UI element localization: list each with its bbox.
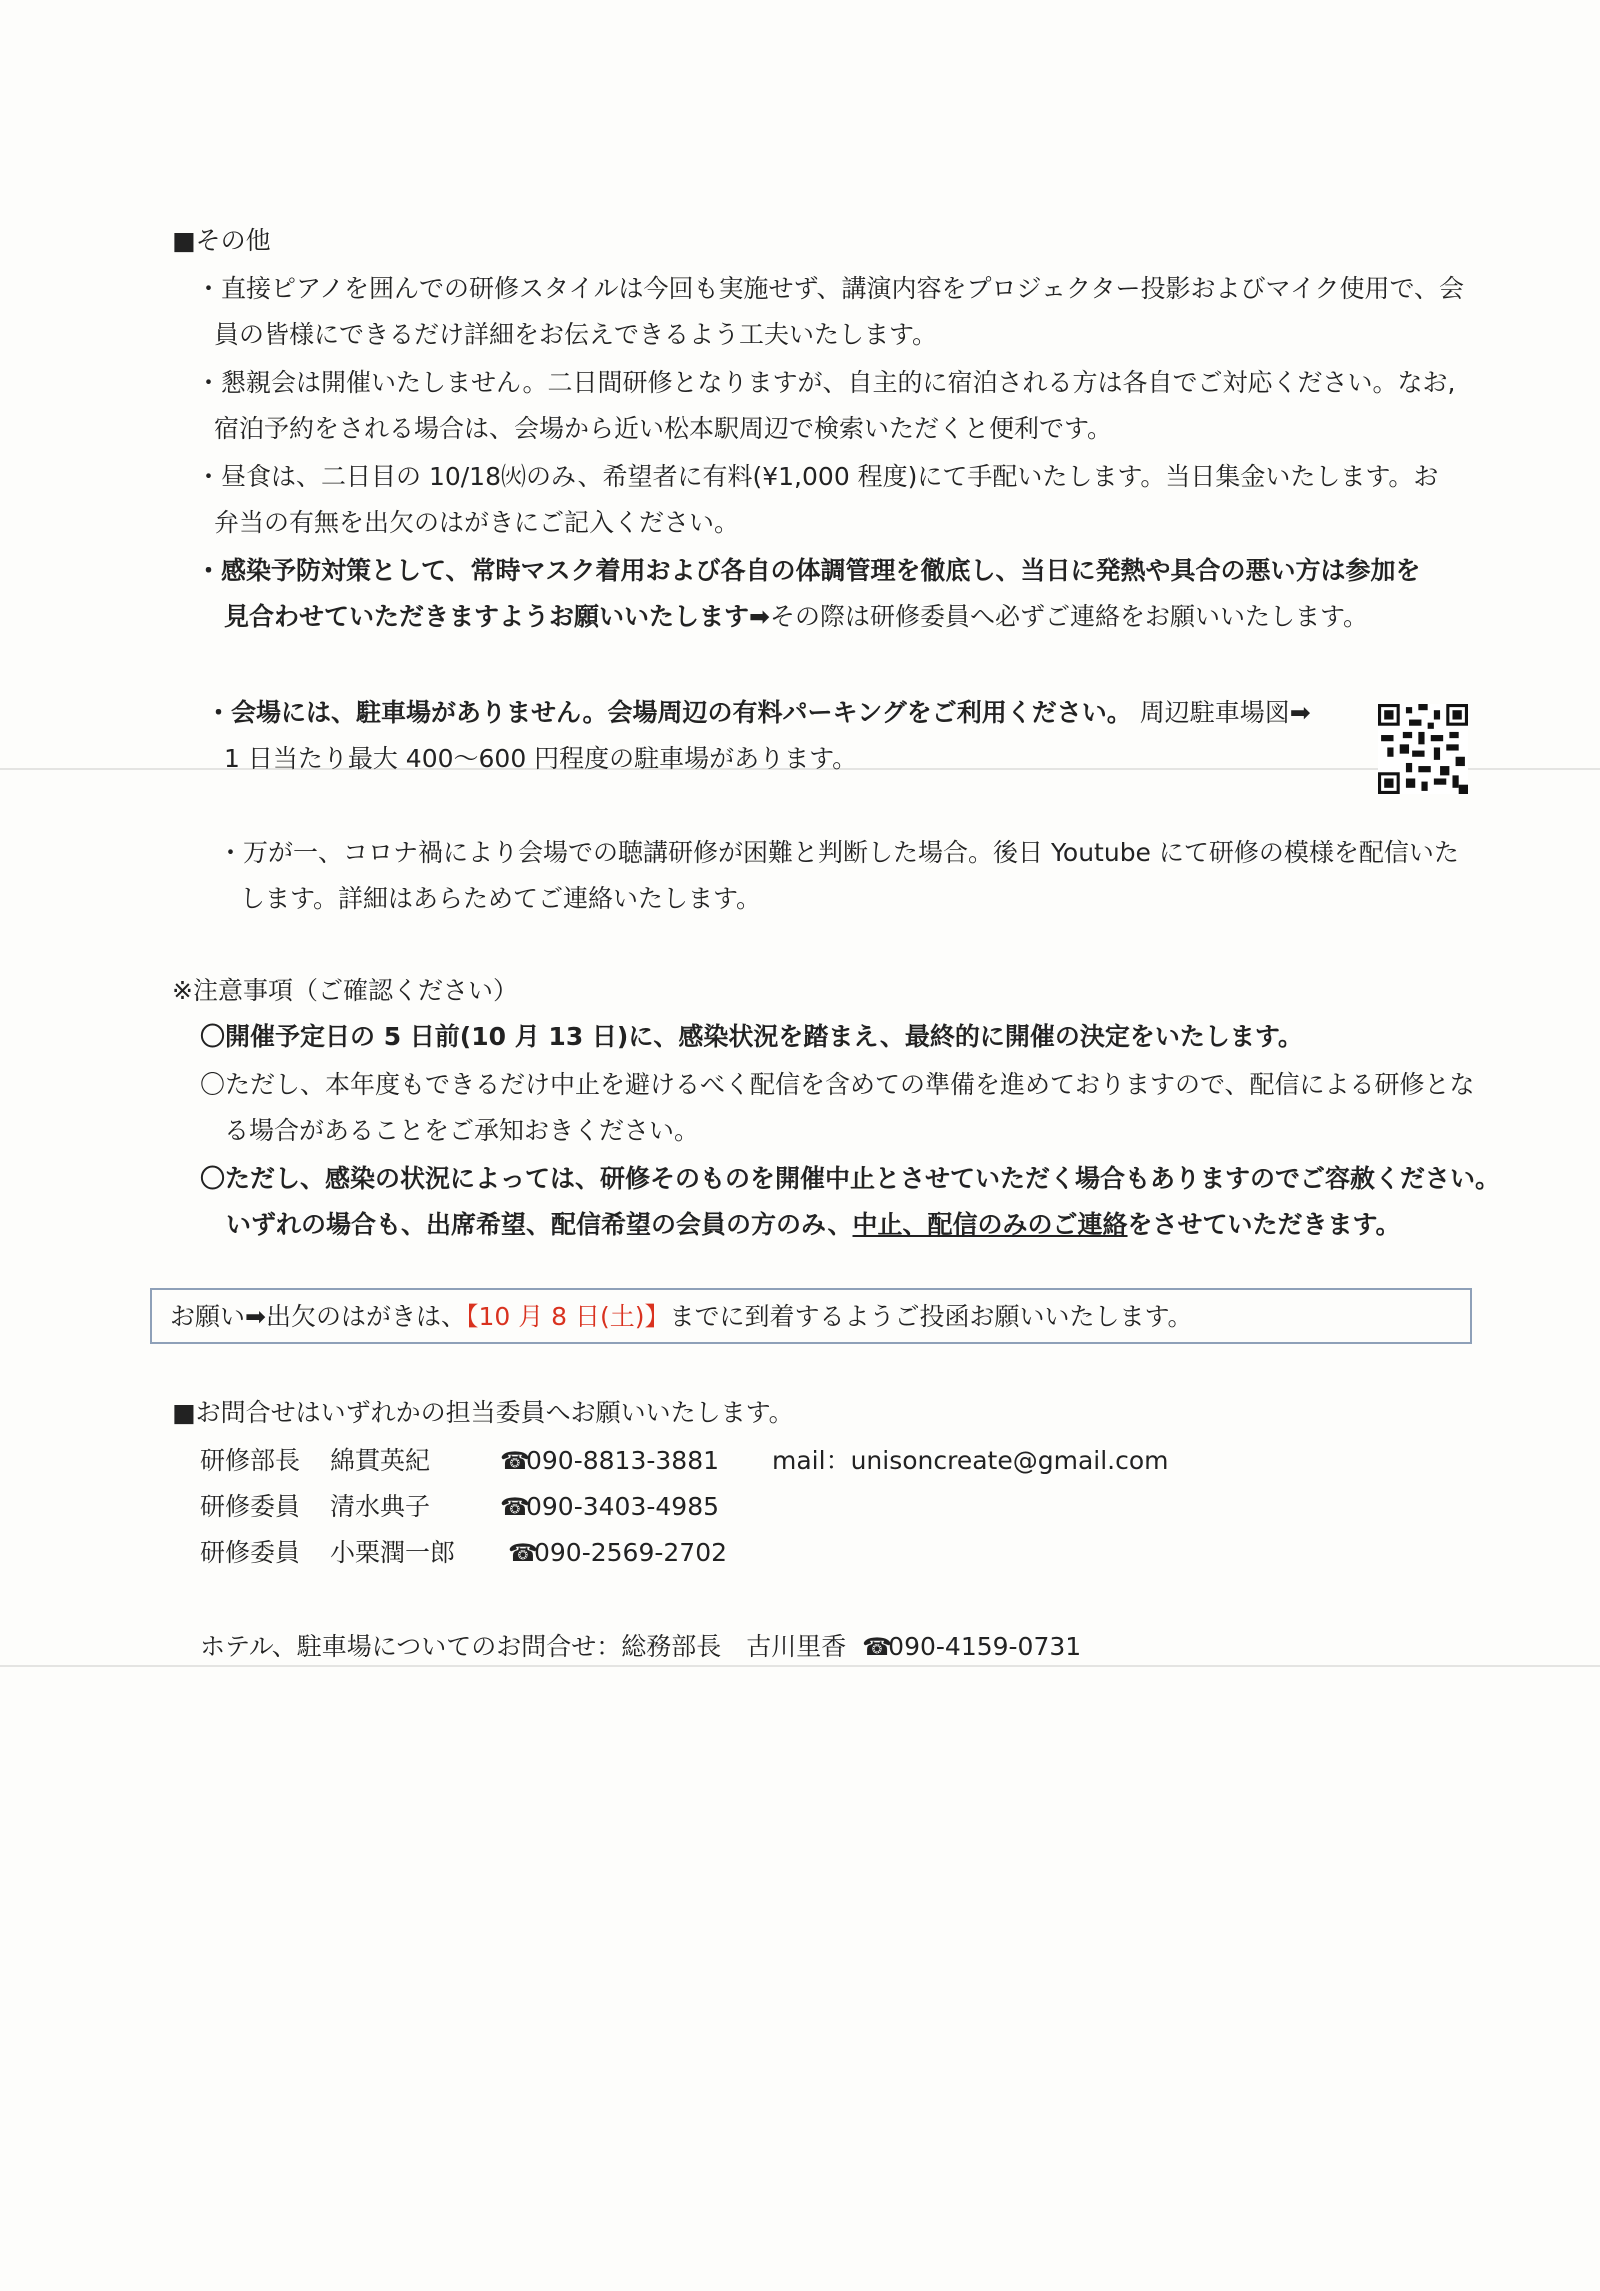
section-heading-caution: ※注意事項（ご確認ください） bbox=[172, 976, 518, 1005]
item-text: その際は研修委員へ必ずご連絡をお願いいたします。 bbox=[769, 602, 1368, 631]
caution-line: 〇開催予定日の 5 日前(10 月 13 日)に、感染状況を踏まえ、最終的に開催の決定をいたします。 bbox=[200, 1022, 1303, 1051]
contact-name: 清水典子 bbox=[330, 1492, 431, 1521]
hotel-phone[interactable]: 090-4159-0731 bbox=[888, 1632, 1082, 1661]
qr-code-icon[interactable] bbox=[1378, 704, 1468, 794]
contact-role: 研修部長 bbox=[200, 1446, 301, 1475]
contact-phone[interactable]: 090-3403-4985 bbox=[526, 1492, 720, 1521]
contact-name: 小栗潤一郎 bbox=[330, 1538, 456, 1567]
contact-phone[interactable]: 090-8813-3881 bbox=[526, 1446, 720, 1475]
item-text: 員の皆様にできるだけ詳細をお伝えできるよう工夫いたします。 bbox=[214, 320, 938, 349]
caution-line: 〇ただし、本年度もできるだけ中止を避けるべく配信を含めての準備を進めておりますので、配信による研修とな bbox=[200, 1070, 1475, 1099]
item-text-bold: ・感染予防対策として、常時マスク着用および各自の体調管理を徹底し、当日に発熱や具合の悪い方は参加を bbox=[196, 556, 1421, 585]
caution-line: をさせていただきます。 bbox=[1127, 1210, 1401, 1239]
caution-line: いずれの場合も、出席希望、配信希望の会員の方のみ、 bbox=[226, 1210, 853, 1239]
section-heading-other: ■その他 bbox=[172, 226, 271, 255]
paper-fold bbox=[0, 1665, 1600, 1667]
item-text: ・直接ピアノを囲んでの研修スタイルは今回も実施せず、講演内容をプロジェクター投影およびマイク使用で、会 bbox=[196, 274, 1465, 303]
item-text-bold: ・会場には、駐車場がありません。会場周辺の有料パーキングをご利用ください。 bbox=[206, 698, 1132, 727]
item-text: 1 日当たり最大 400～600 円程度の駐車場があります。 bbox=[224, 744, 858, 773]
caution-underline: 中止、配信のみのご連絡 bbox=[852, 1210, 1128, 1239]
contact-name: 綿貫英紀 bbox=[330, 1446, 431, 1475]
contact-role: 研修委員 bbox=[200, 1492, 301, 1521]
contact-row bbox=[200, 1444, 300, 1478]
request-text: までに到着するようご投函お願いいたします。 bbox=[669, 1302, 1193, 1331]
request-text: お願い➡出欠のはがきは、 bbox=[170, 1302, 466, 1331]
parking-map-label: 周辺駐車場図➡ bbox=[1139, 698, 1311, 727]
caution-line: 〇ただし、感染の状況によっては、研修そのものを開催中止とさせていただく場合もありますのでご容赦ください。 bbox=[200, 1164, 1501, 1193]
contact-mail[interactable]: mail：unisoncreate@gmail.com bbox=[772, 1446, 1169, 1475]
section-heading-contact: ■お問合せはいずれかの担当委員へお願いいたします。 bbox=[172, 1398, 794, 1427]
phone-icon: ☎ bbox=[500, 1447, 530, 1475]
phone-icon: ☎ bbox=[508, 1539, 538, 1567]
contact-role: 研修委員 bbox=[200, 1538, 301, 1567]
item-text: ・懇親会は開催いたしません。二日間研修となりますが、自主的に宿泊される方は各自でご対応ください。なお, bbox=[196, 368, 1456, 397]
hotel-contact: ホテル、駐車場についてのお問合せ：総務部長 古川里香 bbox=[200, 1632, 847, 1661]
contact-phone[interactable]: 090-2569-2702 bbox=[534, 1538, 728, 1567]
item-text: します。詳細はあらためてご連絡いたします。 bbox=[240, 884, 762, 913]
phone-icon: ☎ bbox=[500, 1493, 530, 1521]
phone-icon: ☎ bbox=[862, 1633, 893, 1661]
item-text: ・昼食は、二日目の 10/18㈫のみ、希望者に有料(¥1,000 程度)にて手配いたします。当日集金いたします。お bbox=[196, 462, 1439, 491]
item-text-bold: 見合わせていただきますようお願いいたします➡ bbox=[224, 602, 770, 631]
item-text: 弁当の有無を出欠のはがきにご記入ください。 bbox=[214, 508, 740, 537]
item-text: ・万が一、コロナ禍により会場での聴講研修が困難と判断した場合。後日 Youtube にて研修の模様を配信いた bbox=[218, 838, 1459, 867]
request-date: 【10 月 8 日(土)】 bbox=[465, 1302, 670, 1331]
item-text: 宿泊予約をされる場合は、会場から近い松本駅周辺で検索いただくと便利です。 bbox=[214, 414, 1113, 443]
caution-line: る場合があることをご承知おきください。 bbox=[224, 1116, 700, 1145]
